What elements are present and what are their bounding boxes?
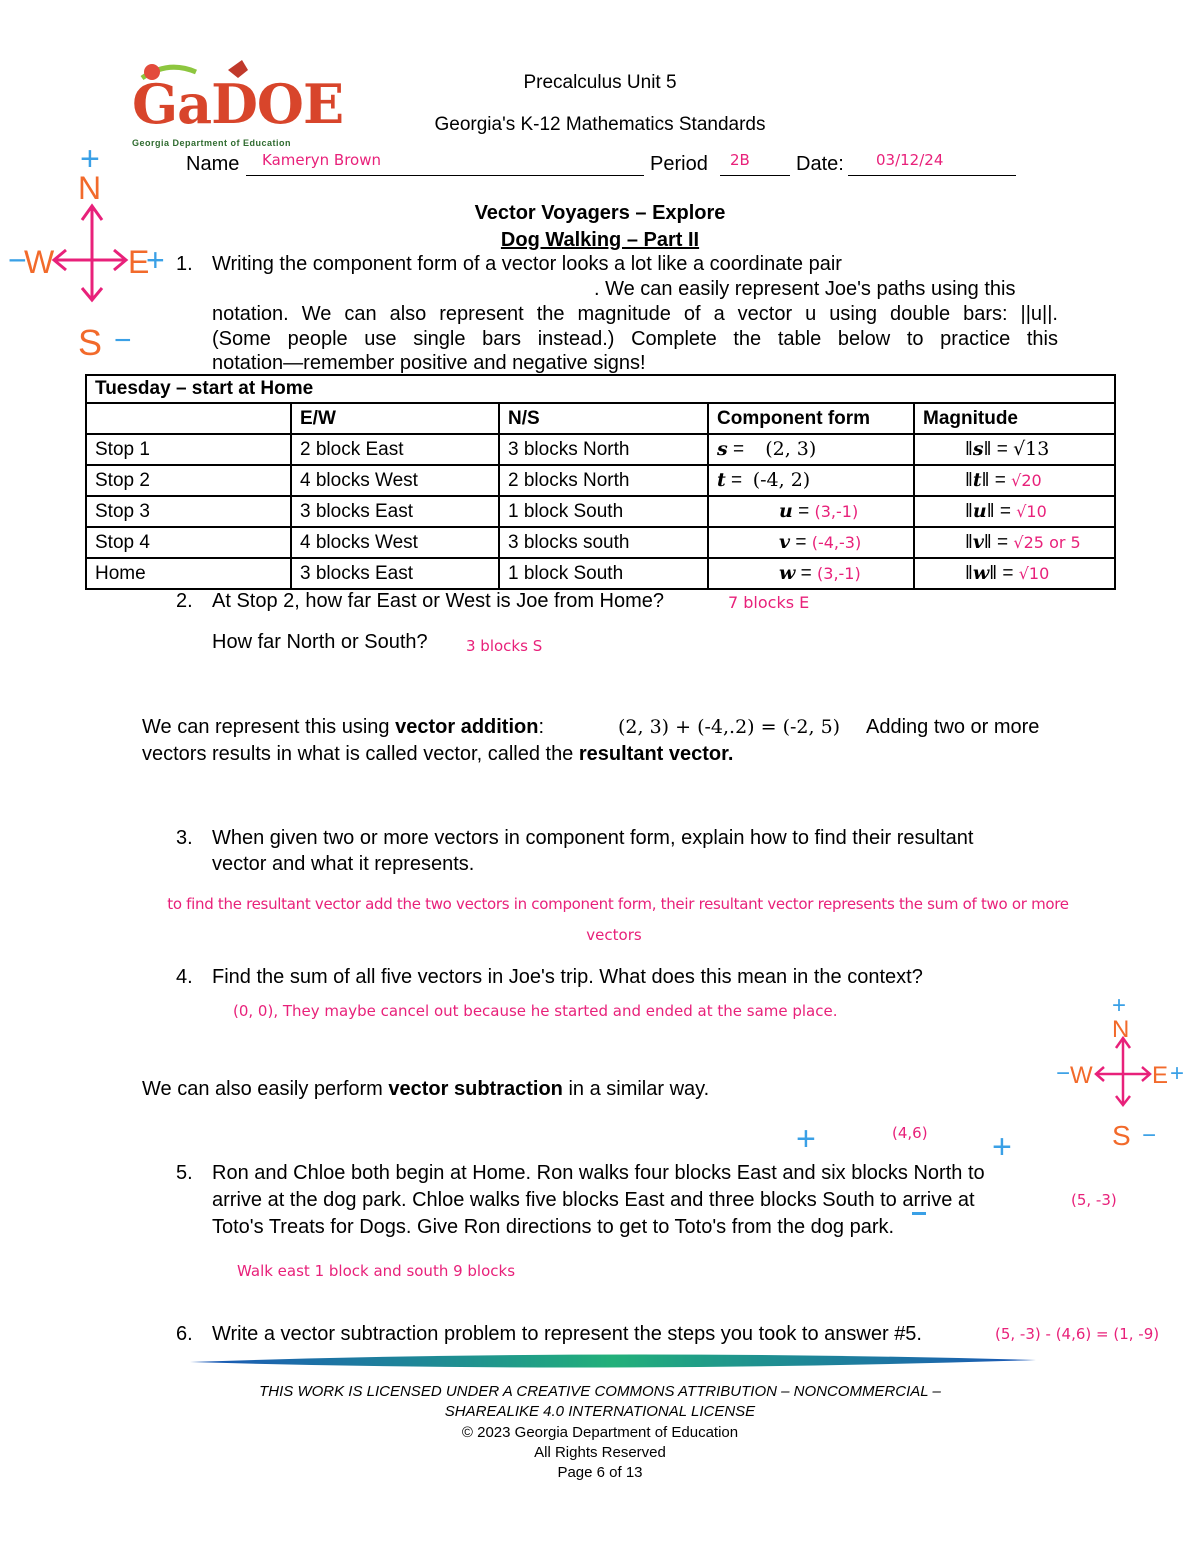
compass-right-s-minus: −	[1142, 1122, 1157, 1149]
table-header-ns: N/S	[499, 403, 708, 434]
q3-line1: When given two or more vectors in component form, explain how to find their resultant	[212, 827, 974, 849]
compass-right-e: E	[1152, 1062, 1169, 1089]
magnitude-label: u	[972, 500, 987, 522]
vector-addition-pre: We can represent this using	[142, 716, 390, 738]
table-header-magnitude: Magnitude	[914, 403, 1115, 434]
vector-table	[85, 374, 1116, 590]
table-cell-component: u = (3,-1)	[708, 496, 914, 527]
compass-right-w-minus: −	[1056, 1060, 1071, 1087]
period-underline	[720, 175, 790, 176]
magnitude-answer[interactable]: √20	[1011, 471, 1042, 490]
q3-line2: vector and what it represents.	[212, 853, 475, 875]
table-cell-magnitude: ‖v‖ = √25 or 5	[914, 527, 1115, 558]
component-answer[interactable]: (3,-1)	[814, 502, 859, 521]
table-cell-component: s = (2, 3)	[708, 434, 914, 465]
table-row	[86, 496, 1115, 527]
q3-number: 3.	[176, 827, 193, 849]
table-cell-ns: 1 block South	[499, 558, 708, 589]
table-cell-ns: 2 blocks North	[499, 465, 708, 496]
footer-license-2: SHAREALIKE 4.0 INTERNATIONAL LICENSE	[444, 1403, 756, 1420]
table-header-component: Component form	[708, 403, 914, 434]
vector-addition-line2-bold: resultant vector.	[578, 743, 734, 765]
q6-answer[interactable]: (5, -3) - (4,6) = (1, -9)	[995, 1325, 1160, 1343]
table-row	[86, 465, 1115, 496]
table-cell-ns: 1 block South	[499, 496, 708, 527]
table-cell-ew: 3 blocks East	[291, 496, 499, 527]
page-title: Vector Voyagers – Explore	[474, 202, 726, 224]
table-row	[86, 527, 1115, 558]
subtraction-line	[142, 1078, 709, 1101]
name-label: Name	[186, 153, 240, 175]
component-answer[interactable]: (-4,-3)	[811, 533, 862, 552]
q1-line2: . We can easily represent Joe's paths using this	[594, 278, 1016, 300]
table-cell-stop: Stop 4	[86, 527, 291, 558]
subtraction-bold: vector subtraction	[388, 1078, 563, 1100]
q2-answer-a[interactable]: 7 blocks E	[728, 593, 810, 612]
compass-left	[0, 140, 165, 370]
compass-left-s: S	[78, 322, 103, 363]
vector-addition-post: Adding two or more	[866, 716, 1040, 738]
q5-line3: Toto's Treats for Dogs. Give Ron directions to get to Toto's from the dog park.	[212, 1216, 895, 1238]
vector-addition-line1	[142, 716, 544, 739]
table-cell-stop: Stop 2	[86, 465, 291, 496]
compass-left-n-plus: +	[80, 140, 100, 178]
q6-text: Write a vector subtraction problem to represent the steps you took to answer #5.	[212, 1323, 922, 1345]
page-subtitle: Dog Walking – Part II	[500, 229, 700, 251]
magnitude-answer[interactable]: √25 or 5	[1013, 533, 1081, 552]
standards-title: Georgia's K-12 Mathematics Standards	[434, 114, 766, 135]
q2-text-b: How far North or South?	[212, 631, 428, 653]
footer-copyright: © 2023 Georgia Department of Education	[461, 1424, 739, 1441]
table-cell-stop: Stop 1	[86, 434, 291, 465]
compass-right-w: W	[1070, 1062, 1093, 1089]
q5-minus-mark	[912, 1212, 926, 1215]
footer-rights: All Rights Reserved	[534, 1444, 666, 1461]
q5-answer[interactable]: Walk east 1 block and south 9 blocks	[237, 1262, 516, 1280]
compass-left-n: N	[78, 170, 102, 206]
subtraction-post: in a similar way.	[568, 1078, 710, 1100]
table-cell-component: w = (3,-1)	[708, 558, 914, 589]
compass-left-s-minus: −	[114, 324, 132, 357]
table-header-stop	[86, 403, 291, 434]
compass-right-n: N	[1112, 1016, 1130, 1043]
q6-number: 6.	[176, 1323, 193, 1345]
period-field[interactable]: 2B	[730, 151, 750, 169]
name-field[interactable]: Kameryn Brown	[262, 151, 382, 169]
compass-right-s: S	[1112, 1120, 1131, 1151]
footer-license-1: THIS WORK IS LICENSED UNDER A CREATIVE COMMONS ATTRIBUTION – NONCOMMERCIAL –	[259, 1383, 941, 1400]
period-label: Period	[650, 153, 708, 175]
compass-right	[1050, 992, 1190, 1162]
table-cell-magnitude: ‖u‖ = √10	[914, 496, 1115, 527]
q4-answer[interactable]: (0, 0), They maybe cancel out because he started and ended at the same place.	[233, 1002, 838, 1020]
q5-plus-mark-a: +	[796, 1120, 816, 1158]
q5-line1: Ron and Chloe both begin at Home. Ron walks four blocks East and six blocks North to	[212, 1162, 985, 1184]
q3-answer-line1[interactable]: to find the resultant vector add the two vectors in component form, their resultant vector represents the sum of two or more	[167, 895, 1069, 913]
magnitude-label: w	[972, 562, 990, 584]
compass-left-e: E	[128, 244, 150, 280]
compass-left-w: W	[24, 244, 55, 280]
vector-addition-line2-pre: vectors results in what is called vector, called the	[142, 743, 574, 765]
q3-answer-line2[interactable]: vectors	[586, 926, 642, 944]
vector-addition-line2	[142, 743, 733, 766]
vector-label: w	[779, 562, 796, 584]
table-cell-stop: Home	[86, 558, 291, 589]
magnitude-answer[interactable]: √10	[1016, 502, 1047, 521]
q5-note-b[interactable]: (5, -3)	[1071, 1191, 1117, 1209]
footer-swoosh	[0, 1340, 1200, 1380]
table-title-row	[86, 375, 1115, 403]
vector-label: s	[717, 438, 728, 460]
component-value: (-4, 2)	[752, 469, 811, 491]
magnitude-label: t	[972, 469, 982, 491]
vector-label: t	[717, 469, 726, 491]
q1-line4: (Some people use single bars instead.) Complete the table below to practice this	[212, 328, 1058, 350]
q2-number: 2.	[176, 590, 193, 612]
table-cell-ns: 3 blocks south	[499, 527, 708, 558]
table-cell-ew: 4 blocks West	[291, 527, 499, 558]
table-row	[86, 558, 1115, 589]
magnitude-value: √13	[1013, 438, 1050, 460]
q1-line5: notation—remember positive and negative signs!	[212, 352, 646, 374]
table-cell-ew: 2 block East	[291, 434, 499, 465]
table-cell-component: v = (-4,-3)	[708, 527, 914, 558]
name-underline	[246, 175, 644, 176]
table-header-row	[86, 403, 1115, 434]
date-label: Date:	[796, 153, 844, 175]
date-underline	[848, 175, 1016, 176]
compass-left-w-minus: −	[8, 242, 27, 278]
q4-text: Find the sum of all five vectors in Joe's trip. What does this mean in the context?	[212, 966, 923, 988]
vector-label: u	[779, 500, 793, 522]
vector-addition-bold: vector addition	[395, 716, 539, 738]
vector-addition-expression: (2, 3) + (-4,.2) = (-2, 5)	[618, 716, 841, 738]
q2-answer-b[interactable]: 3 blocks S	[466, 637, 543, 655]
q2-text-a: At Stop 2, how far East or West is Joe from Home?	[212, 590, 665, 612]
logo-text: GaDOE	[132, 72, 344, 136]
compass-right-e-plus: +	[1170, 1060, 1185, 1087]
compass-left-e-plus: +	[146, 242, 165, 278]
table-cell-ew: 4 blocks West	[291, 465, 499, 496]
q5-number: 5.	[176, 1162, 193, 1184]
table-header-ew: E/W	[291, 403, 499, 434]
date-field[interactable]: 03/12/24	[876, 151, 944, 169]
table-cell-magnitude: ‖w‖ = √10	[914, 558, 1115, 589]
table-cell-stop: Stop 3	[86, 496, 291, 527]
name-line	[186, 153, 239, 176]
compass-right-n-plus: +	[1112, 992, 1127, 1019]
subtraction-pre: We can also easily perform	[142, 1078, 383, 1100]
table-cell-component: t = (-4, 2)	[708, 465, 914, 496]
q4-number: 4.	[176, 966, 193, 988]
q5-note-a[interactable]: (4,6)	[892, 1124, 928, 1142]
vector-addition-colon: :	[538, 716, 545, 738]
magnitude-label: v	[972, 531, 984, 553]
q1-number: 1.	[176, 253, 193, 275]
q1-line1: Writing the component form of a vector looks a lot like a coordinate pair	[212, 253, 842, 275]
footer-page-number: Page 6 of 13	[557, 1464, 643, 1481]
q5-plus-mark-b: +	[992, 1128, 1012, 1166]
magnitude-answer[interactable]: √10	[1018, 564, 1050, 583]
table-title: Tuesday – start at Home	[86, 375, 1115, 403]
logo-subtitle: Georgia Department of Education	[132, 138, 292, 148]
component-value: (2, 3)	[765, 438, 817, 460]
table-cell-ns: 3 blocks North	[499, 434, 708, 465]
magnitude-label: s	[972, 438, 984, 460]
table-row	[86, 434, 1115, 465]
table-cell-magnitude: ‖t‖ = √20	[914, 465, 1115, 496]
q1-line3: notation. We can also represent the magnitude of a vector u using double bars: ||u||.	[212, 303, 1058, 325]
table-cell-ew: 3 blocks East	[291, 558, 499, 589]
q5-line2: arrive at the dog park. Chloe walks five blocks East and three blocks South to arrive at	[212, 1189, 975, 1211]
component-answer[interactable]: (3,-1)	[817, 564, 861, 583]
vector-label: v	[779, 531, 791, 553]
table-cell-magnitude: ‖s‖ = √13	[914, 434, 1115, 465]
course-title: Precalculus Unit 5	[523, 72, 677, 93]
